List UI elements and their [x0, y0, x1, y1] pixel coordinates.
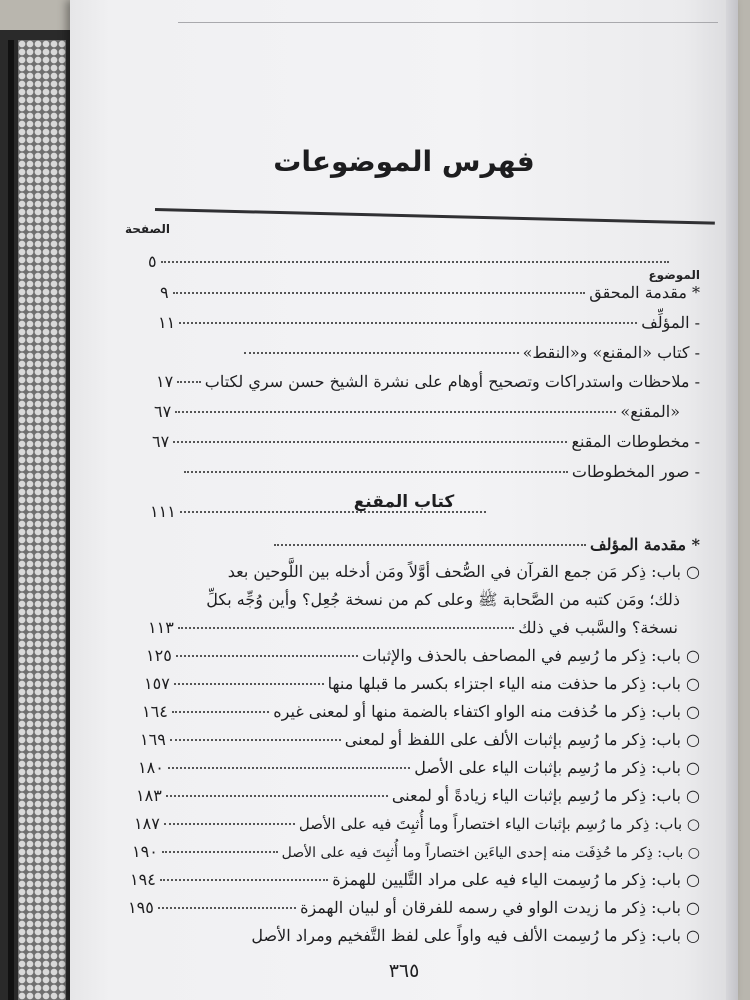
background-book	[0, 30, 72, 1000]
book-page	[70, 0, 738, 1000]
entry-page: ١٦٩	[140, 730, 166, 749]
toc-entry-line: ○ باب: ذِكر ما رُسِمت الألف فيه واواً على لفظ التَّفخيم ومراد الأصل	[251, 926, 700, 945]
toc-entry	[142, 702, 700, 721]
leader-dots	[184, 471, 568, 473]
page-number: ٣٦٥	[388, 960, 420, 982]
toc-entry-line: ○ باب: ذِكر مَن جمع القرآن في الصُّحف أوَّلاً ومَن أدخله بين اللَّوحين بعد	[227, 562, 700, 581]
entry-page: ١٨٣	[136, 786, 162, 805]
entry-text: - ملاحظات واستدراكات وتصحيح أوهام على نشرة الشيخ حسن سري لكتاب	[204, 372, 700, 391]
toc-entry	[150, 502, 490, 521]
toc-entry	[158, 313, 700, 332]
toc-entry	[270, 535, 700, 554]
entry-page: ١١٣	[148, 618, 174, 637]
toc-entry	[148, 618, 678, 637]
leader-dots	[164, 823, 295, 825]
entry-page: ١٨٠	[138, 758, 164, 777]
entry-text: ○ باب: ذِكر ما حُذِفَت منه إحدى الياءَين اختصاراً وما أُثبِتَ فيه على الأصل	[281, 845, 700, 861]
entry-text: * مقدمة المحقق	[589, 283, 700, 302]
top-rule	[178, 22, 718, 23]
entry-text: «المقنع»	[620, 402, 680, 421]
column-head-topic: الموضوع	[648, 268, 700, 282]
leader-dots	[179, 322, 637, 324]
toc-entry	[156, 372, 700, 391]
book-cover-pattern	[18, 40, 66, 1000]
toc-entry	[140, 730, 700, 749]
toc-entry	[160, 283, 700, 302]
toc-entry	[180, 462, 700, 481]
entry-text: - صور المخطوطات	[571, 462, 700, 481]
toc-entry	[152, 432, 700, 451]
header-rule	[155, 208, 715, 225]
leader-dots	[176, 655, 358, 657]
leader-dots	[174, 683, 324, 685]
entry-text: ○ باب: ذِكر ما حذفت منه الياء اجتزاء بكسر ما قبلها منها	[327, 674, 700, 693]
entry-text: نسخة؟ والسَّبب في ذلك	[518, 618, 678, 637]
entry-page: ١٧	[156, 372, 174, 391]
leader-dots	[160, 879, 328, 881]
toc-entry	[136, 786, 700, 805]
leader-dots	[180, 511, 486, 513]
entry-page: ١٢٥	[146, 646, 172, 665]
leader-dots	[172, 711, 270, 713]
toc-entry	[130, 870, 700, 889]
entry-text: - كتاب «المقنع» و«النقط»	[522, 343, 700, 362]
toc-entry	[138, 758, 700, 777]
entry-text: ○ باب: ذِكر ما رُسِم بإثبات الألف على اللفظ أو لمعنى	[344, 730, 700, 749]
toc-entry-line: ذلك؛ ومَن كتبه من الصَّحابة ﷺ وعلى كم من نسخة جُعِل؟ وأين وُجِّه بكلِّ	[206, 590, 680, 609]
entry-text: - مخطوطات المقنع	[571, 432, 700, 451]
section-title: كتاب المقنع	[353, 492, 455, 512]
leader-dots	[175, 411, 616, 413]
entry-text: ○ باب: ذِكر ما رُسِم بإثبات الياء على الأصل	[414, 758, 700, 777]
entry-text: ○ باب: ذِكر ما رُسِمت الياء فيه على مراد التَّليين للهمزة	[332, 870, 700, 889]
toc-entry	[154, 402, 680, 421]
entry-text: ○ باب: ذِكر ما رُسِم في المصاحف بالحذف والإثبات	[361, 646, 700, 665]
entry-text: ○ باب: ذِكر ما رُسِم بإثبات الياء زيادةً أو لمعنى	[391, 786, 700, 805]
leader-dots	[168, 767, 410, 769]
page-title: فهرس الموضوعات	[273, 145, 535, 178]
entry-page: ١١١	[150, 502, 176, 521]
entry-page: ١١	[158, 313, 176, 332]
leader-dots	[166, 795, 388, 797]
entry-text: - المؤلِّف	[641, 313, 700, 332]
entry-text: ○ باب: ذِكر ما زيدت الواو في رسمه للفرقان أو لبيان الهمزة	[300, 898, 700, 917]
entry-page: ١٨٧	[134, 814, 160, 833]
leader-dots	[244, 352, 519, 354]
leader-dots	[178, 627, 515, 629]
leader-dots	[274, 544, 586, 546]
toc-entry	[148, 252, 673, 271]
entry-page: ٩	[160, 283, 169, 302]
entry-page: ١٩٤	[130, 870, 156, 889]
leader-dots	[170, 739, 341, 741]
entry-page: ١٩٥	[128, 898, 154, 917]
leader-dots	[173, 292, 586, 294]
entry-page: ١٩٠	[132, 842, 158, 861]
column-head-page: الصفحة	[124, 222, 170, 236]
toc-entry	[146, 646, 700, 665]
toc-entry	[240, 343, 700, 362]
entry-text: * مقدمة المؤلف	[590, 535, 700, 554]
entry-text: ○ باب: ذِكر ما حُذفت منه الواو اكتفاء بالضمة منها أو لمعنى غيره	[273, 702, 700, 721]
entry-page: ١٦٤	[142, 702, 168, 721]
toc-entry	[144, 674, 700, 693]
toc-entry	[128, 898, 700, 917]
entry-page: ٥	[148, 252, 157, 271]
entry-page: ٦٧	[154, 402, 172, 421]
book-edge	[8, 40, 14, 1000]
entry-text: ○ باب: ذِكر ما رُسِم بإثبات الياء اختصاراً وما أُثبِتَ فيه على الأصل	[298, 815, 700, 833]
entry-page: ٦٧	[152, 432, 170, 451]
entry-page: ١٥٧	[144, 674, 170, 693]
toc-entry	[134, 814, 700, 833]
leader-dots	[158, 907, 296, 909]
leader-dots	[177, 381, 201, 383]
leader-dots	[161, 261, 669, 263]
leader-dots	[173, 441, 567, 443]
toc-entry	[132, 842, 700, 861]
leader-dots	[162, 851, 278, 853]
